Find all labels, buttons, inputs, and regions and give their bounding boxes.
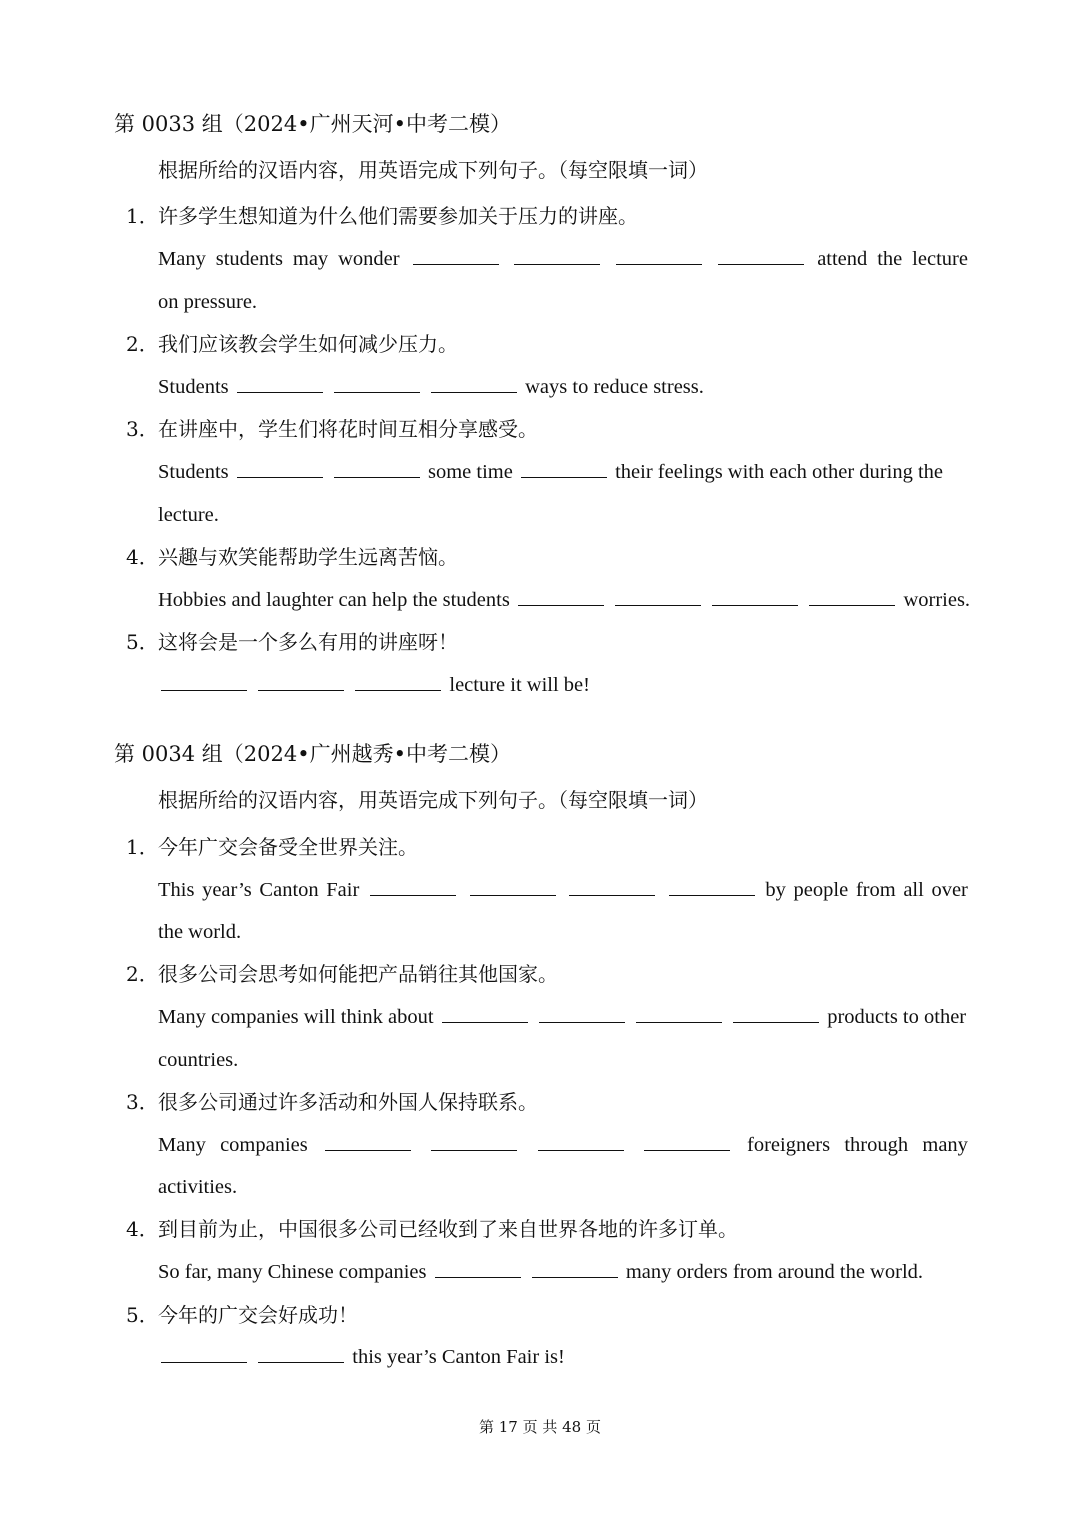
- sentence-text: [423, 376, 428, 398]
- english-sentence: [158, 1132, 968, 1158]
- sentence-word: people: [793, 879, 849, 901]
- item-number: 4．: [126, 545, 159, 569]
- chinese-prompt: 很多公司会思考如何能把产品销往其他国家。: [158, 962, 558, 986]
- answer-blank[interactable]: [518, 587, 604, 606]
- sentence-word: from: [855, 879, 896, 901]
- answer-blank[interactable]: [258, 672, 344, 691]
- sentence-text: [725, 1006, 730, 1028]
- sentence-text: [607, 589, 612, 611]
- sentence-word: may: [292, 248, 329, 270]
- sentence-word: wonder: [338, 248, 400, 270]
- answer-blank[interactable]: [718, 246, 804, 265]
- sentence-text: [250, 1346, 255, 1368]
- answer-blank[interactable]: [258, 1344, 344, 1363]
- answer-blank[interactable]: [636, 1004, 722, 1023]
- english-sentence-continued: countries.: [158, 1049, 239, 1071]
- answer-blank[interactable]: [435, 1259, 521, 1278]
- group-heading: 第 0034 组（2024•广州越秀•中考二模）: [114, 742, 512, 766]
- answer-blank[interactable]: [237, 374, 323, 393]
- sentence-word: Many: [158, 1134, 206, 1156]
- sentence-word: by: [765, 879, 786, 901]
- chinese-prompt: 这将会是一个多么有用的讲座呀！: [158, 630, 458, 654]
- item-number: 1．: [126, 835, 159, 859]
- answer-blank[interactable]: [161, 1344, 247, 1363]
- chinese-prompt: 很多公司通过许多活动和外国人保持联系。: [158, 1090, 538, 1114]
- answer-blank[interactable]: [644, 1132, 730, 1151]
- english-sentence: [158, 246, 968, 272]
- english-sentence-continued: on pressure.: [158, 291, 258, 313]
- answer-blank[interactable]: [615, 587, 701, 606]
- item-number: 4．: [126, 1217, 159, 1241]
- item-number: 5．: [126, 630, 159, 654]
- english-sentence: [158, 459, 943, 485]
- answer-blank[interactable]: [442, 1004, 528, 1023]
- sentence-text: this year’s Canton Fair is!: [347, 1346, 565, 1368]
- answer-blank[interactable]: [733, 1004, 819, 1023]
- chinese-prompt: 到目前为止，中国很多公司已经收到了来自世界各地的许多订单。: [158, 1217, 738, 1241]
- item-number: 2．: [126, 332, 159, 356]
- answer-blank[interactable]: [161, 672, 247, 691]
- sentence-word: many: [922, 1134, 968, 1156]
- answer-blank[interactable]: [616, 246, 702, 265]
- sentence-word: attend: [817, 248, 868, 270]
- sentence-word: lecture: [912, 248, 968, 270]
- answer-blank[interactable]: [538, 1132, 624, 1151]
- chinese-prompt: 许多学生想知道为什么他们需要参加关于压力的讲座。: [158, 204, 638, 228]
- chinese-prompt: 我们应该教会学生如何减少压力。: [158, 332, 458, 356]
- chinese-prompt: 今年广交会备受全世界关注。: [158, 835, 418, 859]
- sentence-word: foreigners: [747, 1134, 831, 1156]
- sentence-text: ways to reduce stress.: [520, 376, 704, 398]
- sentence-text: [531, 1006, 536, 1028]
- english-sentence-continued: activities.: [158, 1176, 238, 1198]
- sentence-text: some time: [422, 461, 518, 483]
- chinese-prompt: 今年的广交会好成功！: [158, 1303, 358, 1327]
- english-sentence: [158, 877, 968, 903]
- item-number: 1．: [126, 204, 159, 228]
- answer-blank[interactable]: [355, 672, 441, 691]
- answer-blank[interactable]: [431, 1132, 517, 1151]
- sentence-text: [801, 589, 806, 611]
- sentence-text: [326, 461, 331, 483]
- instruction: 根据所给的汉语内容，用英语完成下列句子。（每空限填一词）: [158, 788, 708, 812]
- answer-blank[interactable]: [325, 1132, 411, 1151]
- sentence-text: [326, 376, 331, 398]
- sentence-text: Hobbies and laughter can help the students: [158, 589, 515, 611]
- answer-blank[interactable]: [532, 1259, 618, 1278]
- answer-blank[interactable]: [521, 459, 607, 478]
- english-sentence: [158, 587, 970, 613]
- sentence-text: [347, 674, 352, 696]
- answer-blank[interactable]: [470, 877, 556, 896]
- group-heading: 第 0033 组（2024•广州天河•中考二模）: [114, 112, 512, 136]
- item-number: 2．: [126, 962, 159, 986]
- chinese-prompt: 在讲座中，学生们将花时间互相分享感受。: [158, 417, 538, 441]
- answer-blank[interactable]: [809, 587, 895, 606]
- answer-blank[interactable]: [334, 374, 420, 393]
- instruction: 根据所给的汉语内容，用英语完成下列句子。（每空限填一词）: [158, 158, 708, 182]
- answer-blank[interactable]: [569, 877, 655, 896]
- english-sentence-continued: lecture.: [158, 504, 219, 526]
- answer-blank[interactable]: [514, 246, 600, 265]
- answer-blank[interactable]: [539, 1004, 625, 1023]
- sentence-text: So far, many Chinese companies: [158, 1261, 432, 1283]
- sentence-word: over: [931, 879, 968, 901]
- sentence-text: their feelings with each other during the: [609, 461, 943, 483]
- answer-blank[interactable]: [237, 459, 323, 478]
- sentence-text: [704, 589, 709, 611]
- answer-blank[interactable]: [431, 374, 517, 393]
- sentence-word: Many: [158, 248, 206, 270]
- sentence-word: year’s: [202, 879, 252, 901]
- english-sentence: [158, 1259, 923, 1285]
- sentence-word: Fair: [326, 879, 360, 901]
- sentence-text: Students: [158, 376, 234, 398]
- sentence-text: lecture it will be!: [444, 674, 590, 696]
- english-sentence: [158, 374, 704, 400]
- answer-blank[interactable]: [370, 877, 456, 896]
- sentence-text: Students: [158, 461, 234, 483]
- sentence-text: many orders from around the world.: [620, 1261, 924, 1283]
- sentence-text: [628, 1006, 633, 1028]
- sentence-text: products to other: [822, 1006, 967, 1028]
- chinese-prompt: 兴趣与欢笑能帮助学生远离苦恼。: [158, 545, 458, 569]
- sentence-word: Canton: [259, 879, 319, 901]
- sentence-text: Many companies will think about: [158, 1006, 439, 1028]
- answer-blank[interactable]: [334, 459, 420, 478]
- answer-blank[interactable]: [669, 877, 755, 896]
- sentence-word: This: [158, 879, 195, 901]
- sentence-word: students: [215, 248, 283, 270]
- english-sentence: [158, 672, 590, 698]
- item-number: 3．: [126, 1090, 159, 1114]
- sentence-word: companies: [220, 1134, 308, 1156]
- sentence-word: through: [844, 1134, 909, 1156]
- item-number: 5．: [126, 1303, 159, 1327]
- english-sentence: [158, 1004, 966, 1030]
- item-number: 3．: [126, 417, 159, 441]
- english-sentence-continued: the world.: [158, 921, 242, 943]
- page-footer: 第 17 页 共 48 页: [478, 1418, 601, 1436]
- answer-blank[interactable]: [712, 587, 798, 606]
- sentence-text: worries.: [898, 589, 971, 611]
- english-sentence: [158, 1344, 565, 1370]
- sentence-text: [250, 674, 255, 696]
- sentence-word: all: [903, 879, 924, 901]
- sentence-word: the: [877, 248, 903, 270]
- sentence-text: [524, 1261, 529, 1283]
- answer-blank[interactable]: [413, 246, 499, 265]
